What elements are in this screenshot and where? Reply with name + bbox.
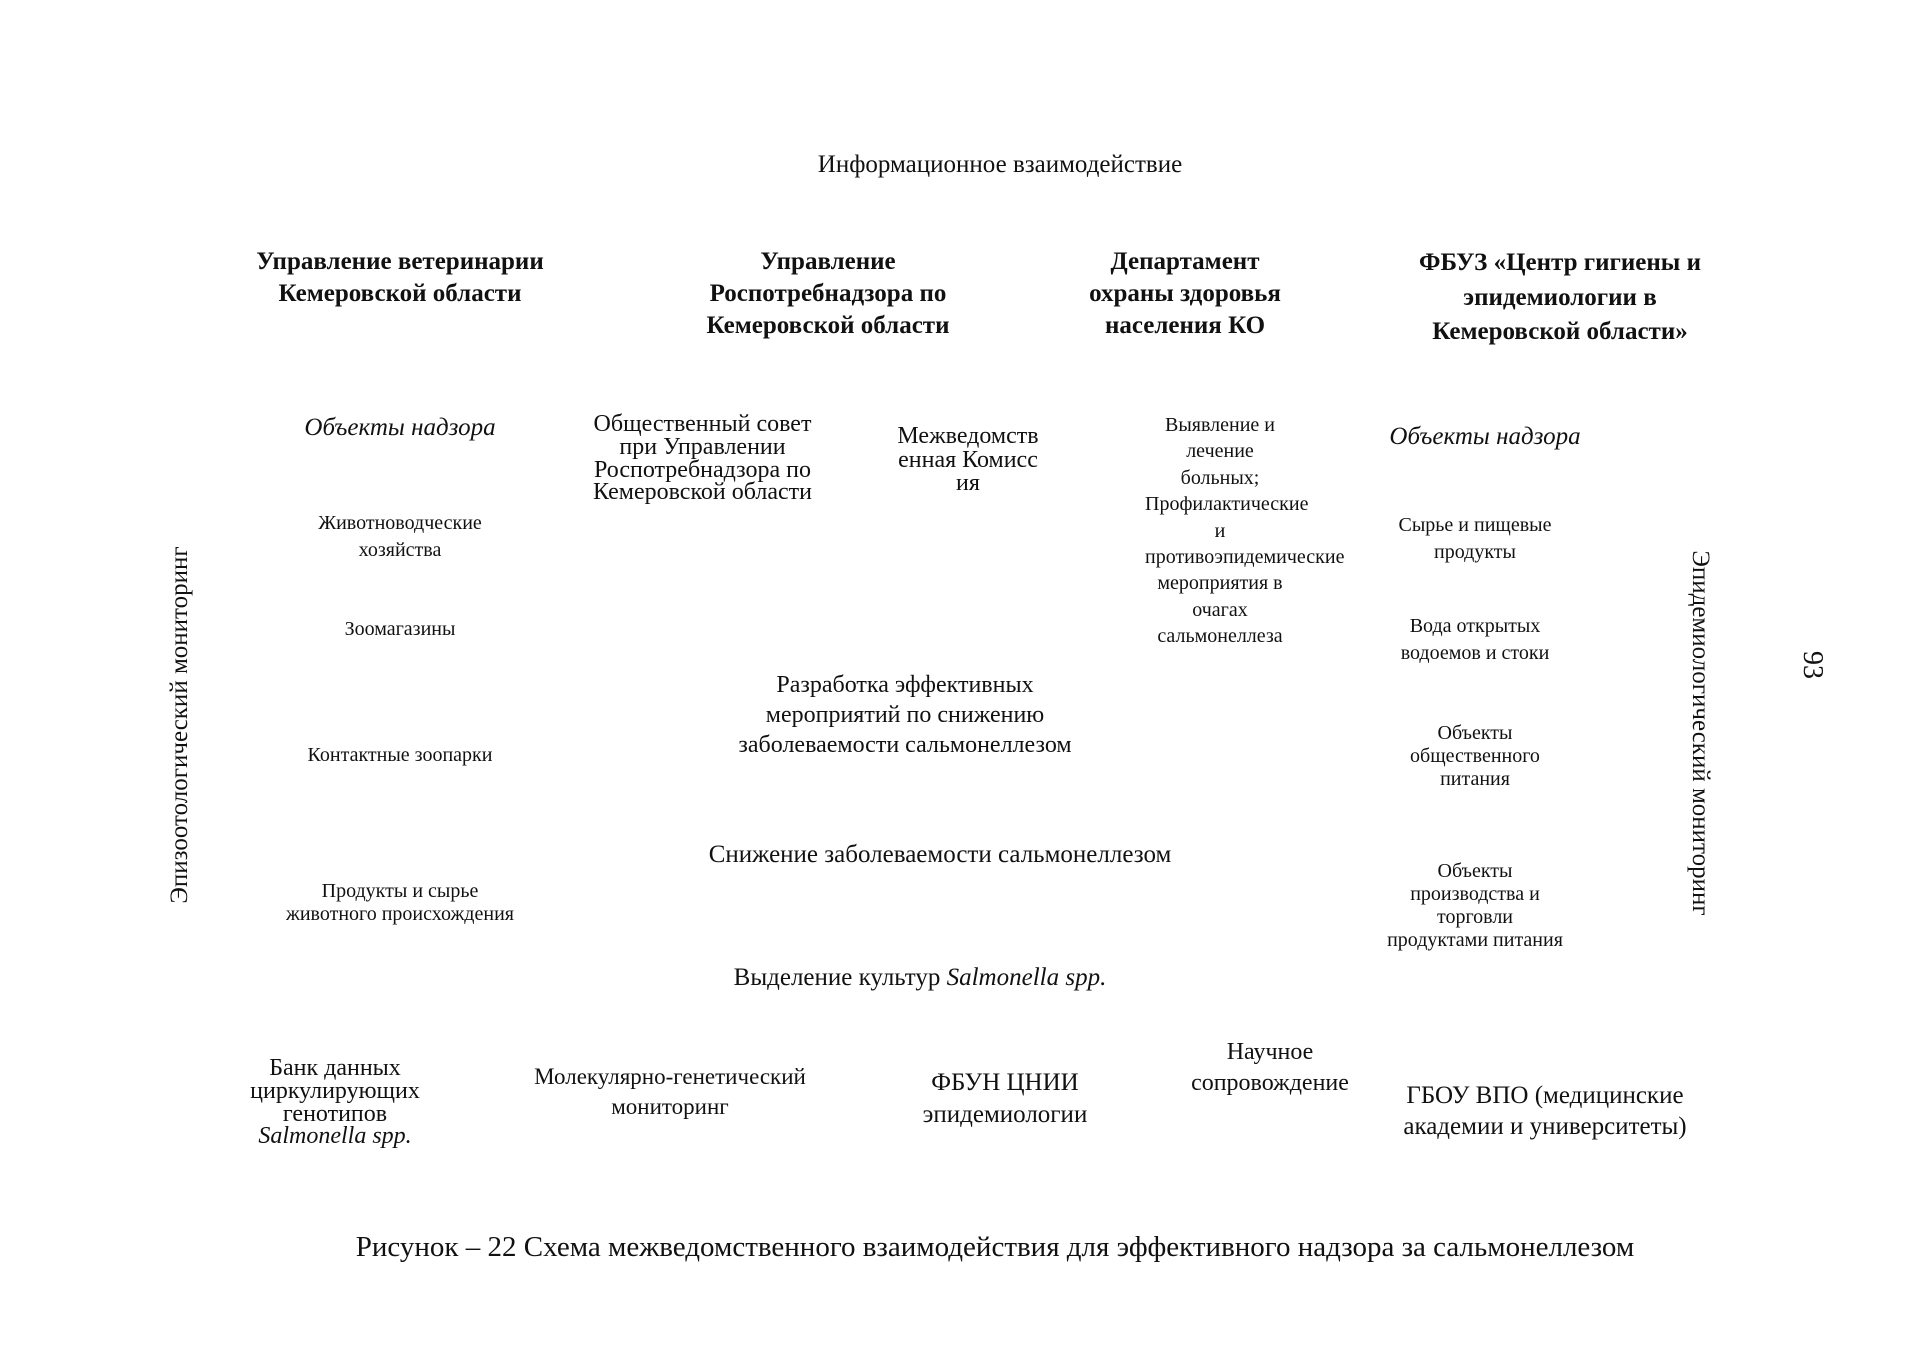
molecular-monitoring-box: Молекулярно-генетический мониторинг	[534, 1064, 806, 1119]
epizootological-monitoring-label: Эпизоотологический мониторинг	[166, 546, 193, 904]
epidemiological-monitoring-label: Эпидемиологический мониторинг	[1687, 550, 1714, 916]
genotype-bank-text: Банк данных циркулирующих генотипов	[250, 1055, 420, 1127]
right-objects-title: Объекты надзора	[1389, 423, 1581, 450]
right-object-raw-food: Сырье и пищевые продукты	[1398, 514, 1552, 563]
development-measures-box: Разработка эффективных мероприятий по снижению заболеваемости сальмонеллезом	[738, 672, 1072, 758]
left-object-pet-shops: Зоомагазины	[344, 618, 456, 640]
public-council-box: Общественный совет при Управлении Роспотребнадзора по Кемеровской области	[593, 411, 812, 506]
left-objects-title: Объекты надзора	[304, 414, 496, 441]
header-fbuz-center: ФБУЗ «Центр гигиены и эпидемиологии в Кемеровской области»	[1419, 249, 1701, 345]
header-vet-administration: Управление ветеринарии Кемеровской области	[256, 248, 544, 307]
header-health-department: Департамент охраны здоровья населения КО	[1089, 248, 1281, 339]
right-object-open-water: Вода открытых водоемов и стоки	[1400, 615, 1550, 664]
fbun-institute-box: ФБУН ЦНИИ эпидемиологии	[922, 1069, 1088, 1128]
left-object-livestock-farms: Животноводческие хозяйства	[318, 512, 482, 561]
scientific-support-box: Научное сопровождение	[1191, 1039, 1349, 1097]
medical-universities-box: ГБОУ ВПО (медицинские академии и университеты)	[1403, 1082, 1687, 1141]
genotype-data-bank-box	[235, 1057, 435, 1148]
left-object-animal-products: Продукты и сырье животного происхождения	[286, 880, 514, 925]
isolation-species: Salmonella spp.	[946, 964, 1107, 991]
treatment-prevention-box: Выявление и лечение больных; Профилактические и противоэпидемические мероприятия в очагах сальмонеллеза	[1145, 414, 1345, 648]
salmonella-isolation-box	[640, 963, 1200, 993]
incidence-reduction-box: Снижение заболеваемости сальмонеллезом	[708, 841, 1172, 868]
left-object-petting-zoos: Контактные зоопарки	[307, 744, 493, 766]
right-object-catering: Объекты общественного питания	[1410, 722, 1540, 790]
interagency-commission-box: Межведомственная Комиссия	[897, 423, 1039, 497]
page-number: 93	[1797, 651, 1828, 679]
genotype-bank-species: Salmonella spp.	[258, 1123, 412, 1150]
right-object-food-production-trade: Объекты производства и торговли продуктами питания	[1387, 860, 1563, 951]
isolation-text: Выделение культур	[733, 964, 941, 991]
figure-caption: Рисунок – 22 Схема межведомственного взаимодействия для эффективного надзора за сальмонеллезом	[355, 1231, 1635, 1263]
information-interaction-label: Информационное взаимодействие	[817, 151, 1183, 178]
header-rospotrebnadzor: Управление Роспотребнадзора по Кемеровской области	[706, 248, 950, 339]
